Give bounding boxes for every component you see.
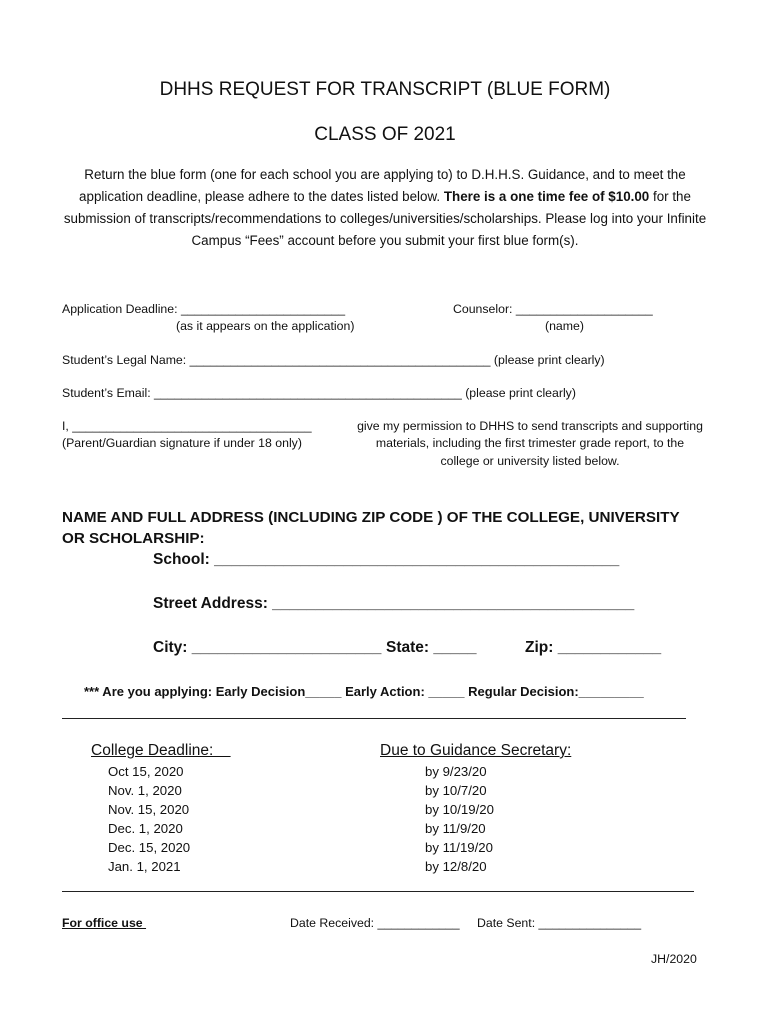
- section-divider-bottom: [62, 891, 694, 892]
- college-date: Nov. 1, 2020: [108, 783, 182, 798]
- guidance-deadline-heading: Due to Guidance Secretary:: [380, 742, 572, 759]
- counselor-field[interactable]: Counselor: ____________________: [453, 302, 653, 316]
- section-divider-top: [62, 718, 686, 719]
- instructions-text-2: for the submission of transcripts/recommendations to colleges/universities/scholarships. Please log into your Infinite Campus “Fees” account before you submit your first blue form(s).: [63, 189, 707, 248]
- decision-type-field[interactable]: *** Are you applying: Early Decision_____ Early Action: _____ Regular Decision:_________: [84, 684, 644, 699]
- guidance-date: by 10/7/20: [425, 783, 487, 798]
- permission-text-line-2: materials, including the first trimester grade report, to the: [375, 436, 685, 450]
- class-year: CLASS OF 2021: [314, 124, 456, 145]
- date-received-field[interactable]: Date Received: ____________: [290, 916, 460, 930]
- school-field[interactable]: School: _______________________________________________: [153, 551, 620, 568]
- state-field[interactable]: State: _____: [386, 639, 477, 656]
- form-title: DHHS REQUEST FOR TRANSCRIPT (BLUE FORM): [159, 79, 611, 100]
- guardian-signature-note: (Parent/Guardian signature if under 18 only): [62, 436, 302, 450]
- college-deadline-heading: College Deadline:: [91, 742, 231, 759]
- application-deadline-note: (as it appears on the application): [176, 319, 355, 333]
- fee-notice: There is a one time fee of $10.00: [443, 189, 650, 204]
- legal-name-field[interactable]: Student’s Legal Name: ____________________________________________ (please print clearly): [62, 353, 605, 367]
- guidance-date: by 11/19/20: [425, 840, 493, 855]
- guidance-date: by 9/23/20: [425, 764, 487, 779]
- form-code: JH/2020: [651, 952, 697, 966]
- permission-text-line-1: give my permission to DHHS to send transcripts and supporting: [357, 419, 703, 433]
- email-field[interactable]: Student’s Email: _____________________________________________ (please print clearly): [62, 386, 576, 400]
- college-date: Dec. 1, 2020: [108, 821, 183, 836]
- application-deadline-field[interactable]: Application Deadline: ________________________: [62, 302, 346, 316]
- college-date: Jan. 1, 2021: [108, 859, 181, 874]
- college-date: Oct 15, 2020: [108, 764, 184, 779]
- street-address-field[interactable]: Street Address: __________________________________________: [153, 595, 635, 612]
- office-use-label: For office use: [62, 916, 147, 930]
- college-date: Nov. 15, 2020: [108, 802, 190, 817]
- city-field[interactable]: City: ______________________: [153, 639, 382, 656]
- guardian-signature-field[interactable]: I, ___________________________________: [62, 419, 312, 433]
- counselor-note: (name): [545, 319, 584, 333]
- college-address-heading: NAME AND FULL ADDRESS (INCLUDING ZIP CODE ) OF THE COLLEGE, UNIVERSITY OR SCHOLARSHIP:: [62, 509, 680, 547]
- guidance-date: by 12/8/20: [425, 859, 487, 874]
- instructions-paragraph: [62, 164, 708, 252]
- college-date: Dec. 15, 2020: [108, 840, 191, 855]
- guidance-date: by 11/9/20: [425, 821, 486, 836]
- permission-text-line-3: college or university listed below.: [440, 454, 620, 468]
- guidance-date: by 10/19/20: [425, 802, 494, 817]
- instructions-text-1: Return the blue form (one for each school you are applying to) to D.H.H.S. Guidance, and to meet the application deadline, please adhere to the dates listed below.: [79, 167, 686, 204]
- zip-field[interactable]: Zip: ____________: [525, 639, 662, 656]
- date-sent-field[interactable]: Date Sent: _______________: [477, 916, 642, 930]
